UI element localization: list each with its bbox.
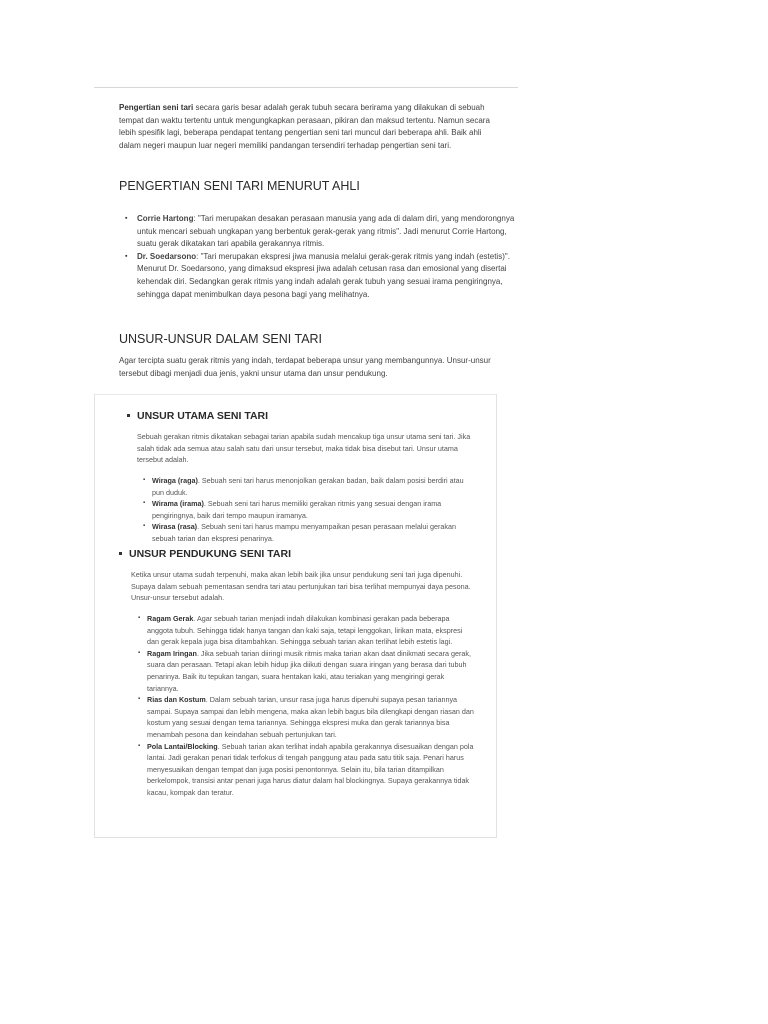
ahli-text: : "Tari merupakan desakan perasaan manusia yang ada di dalam diri, yang mendorongnya untuk mencari sebuah ungkapan yang berbentuk gerak-gerak yang ritmis". Jadi menurut Corrie Hartong, suatu gerak dikatakan tari apabila gerakannya ritmis. bbox=[137, 214, 515, 249]
ahli-name: Dr. Soedarsono bbox=[137, 251, 197, 261]
item-text: . Jika sebuah tarian diiringi musik ritmis maka tarian akan daat dinikmati secara gerak, suara dan perasaan. Tetapi akan lebih hidup jika diikuti dengan suara iringan yang berasa dari tubuh penarinya. Baik itu tepukan tangan, suara hentakan kaki, atau teriakan yang mengiringi gerak tariannya. bbox=[147, 648, 471, 693]
pendukung-heading bbox=[119, 548, 291, 560]
pendukung-paragraph: Ketika unsur utama sudah terpenuhi, maka akan lebih baik jika unsur pendukung seni tari juga dipenuhi. Supaya dalam sebuah pementasan sendra tari atau pertunjukan tari bisa terlihat mempunyai daya pesona. Unsur-unsur tersebut adalah. bbox=[131, 570, 471, 603]
pendukung-list bbox=[147, 613, 475, 799]
item-name: Wirama (irama) bbox=[152, 499, 204, 509]
item-text: . Sebuah tarian akan terlihat indah apabila gerakannya disesuaikan dengan pola lantai. Jadi gerakan penari tidak terfokus di tengah panggung atau pada satu titik saja. Penari harus menyesuaikan dengan tempat dan juga posisi penontonnya. Selain itu, bila tarian ditampilkan berkelompok, transisi antar penari juga harus diatur dalam hal blockingnya. Supaya gerakannya tidak kacau, kompak dan teratur. bbox=[147, 741, 474, 797]
list-item bbox=[137, 213, 522, 251]
item-name: Ragam Gerak bbox=[147, 614, 194, 623]
list-item bbox=[137, 251, 522, 301]
item-name: Pola Lantai/Blocking bbox=[147, 741, 218, 751]
list-item bbox=[147, 648, 475, 694]
intro-text: secara garis besar adalah gerak tubuh secara berirama yang dilakukan di sebuah tempat dan waktu tertentu untuk mengungkapkan perasaan, pikiran dan maksud tertentu. Namun secara lebih spesifik lagi, beberapa pendapat tentang pengertian seni tari muncul dari beberapa ahli. Baik ahli dalam negeri maupun luar negeri memiliki pandangan tersendiri terhadap pengertian seni tari. bbox=[119, 103, 490, 150]
bullet-icon bbox=[119, 552, 122, 555]
item-text: . Sebuah seni tari harus menonjolkan gerakan badan, baik dalam posisi berdiri atau pun duduk. bbox=[152, 476, 464, 497]
unsur-heading: UNSUR-UNSUR DALAM SENI TARI bbox=[119, 332, 323, 346]
top-divider bbox=[94, 87, 518, 88]
utama-paragraph: Sebuah gerakan ritmis dikatakan sebagai tarian apabila sudah mencakup tiga unsur utama seni tari. Jika salah tidak ada semua atau salah satu dari unsur tersebut, maka tidak bisa disebut tari. Unsur utama tersebut adalah. bbox=[137, 432, 471, 465]
utama-heading bbox=[127, 410, 268, 422]
ahli-heading: PENGERTIAN SENI TARI MENURUT AHLI bbox=[119, 179, 360, 193]
item-name: Wiraga (raga) bbox=[152, 476, 198, 485]
utama-list bbox=[152, 475, 474, 545]
ahli-list bbox=[123, 213, 522, 301]
list-item bbox=[152, 475, 474, 498]
item-name: Ragam Iringan bbox=[147, 648, 197, 658]
intro-paragraph bbox=[119, 102, 504, 152]
item-text: . Sebuah seni tari harus memiliki gerakan ritmis yang sesuai dengan irama pengiringnya, baik dari tempo maupun iramanya. bbox=[152, 499, 442, 520]
ahli-name: Corrie Hartong bbox=[137, 214, 194, 223]
item-name: Wirasa (rasa) bbox=[152, 522, 198, 532]
unsur-paragraph: Agar tercipta suatu gerak ritmis yang indah, terdapat beberapa unsur yang membangunnya. Unsur-unsur tersebut dibagi menjadi dua jenis, yakni unsur utama dan unsur pendukung. bbox=[119, 356, 491, 378]
utama-heading-text: UNSUR UTAMA SENI TARI bbox=[137, 410, 269, 422]
list-item bbox=[147, 613, 475, 648]
list-item bbox=[147, 741, 475, 799]
list-item bbox=[147, 694, 475, 740]
item-name: Rias dan Kostum bbox=[147, 695, 206, 705]
ahli-text: : "Tari merupakan ekspresi jiwa manusia melalui gerak-gerak ritmis yang indah (estetis)". Menurut Dr. Soedarsono, yang dimaksud ekspresi jiwa adalah cetusan rasa dan emosional yang disertai kehendak diri. Sedangkan gerak ritmis yang indah adalah gerak tubuh yang sesuai irama pengiringnya, sehingga dapat menimbulkan daya pesona bagi yang melihatnya. bbox=[137, 251, 510, 299]
intro-term: Pengertian seni tari bbox=[119, 103, 194, 112]
bullet-icon bbox=[127, 414, 130, 417]
item-text: . Dalam sebuah tarian, unsur rasa juga harus dipenuhi supaya pesan tariannya sampai. Supaya sampai dan lebih mengena, maka akan lebih bagus bila dilengkapi dengan riasan dan kostum yang sesuai dengan tema tariannya. Sehingga ekspresi muka dan gerak tariannya bisa menambah pesona dan keindahan sebuah pertunjukan tari. bbox=[147, 695, 474, 739]
pendukung-heading-text: UNSUR PENDUKUNG SENI TARI bbox=[129, 548, 291, 560]
list-item bbox=[152, 521, 474, 544]
list-item bbox=[152, 498, 474, 521]
item-text: . Sebuah seni tari harus mampu menyampaikan pesan perasaan melalui gerakan sebuah tarian dan ekspresi penarinya. bbox=[152, 522, 456, 543]
item-text: . Agar sebuah tarian menjadi indah dilakukan kombinasi gerakan pada beberapa anggota tubuh. Sehingga tidak hanya tangan dan kaki saja, tetapi lenggokan, lirikan mata, ekspresi dan gerak kepala juga bisa ditambahkan. Sehingga sebuah tarian akan terlihat lebih estetis lagi. bbox=[147, 614, 463, 647]
